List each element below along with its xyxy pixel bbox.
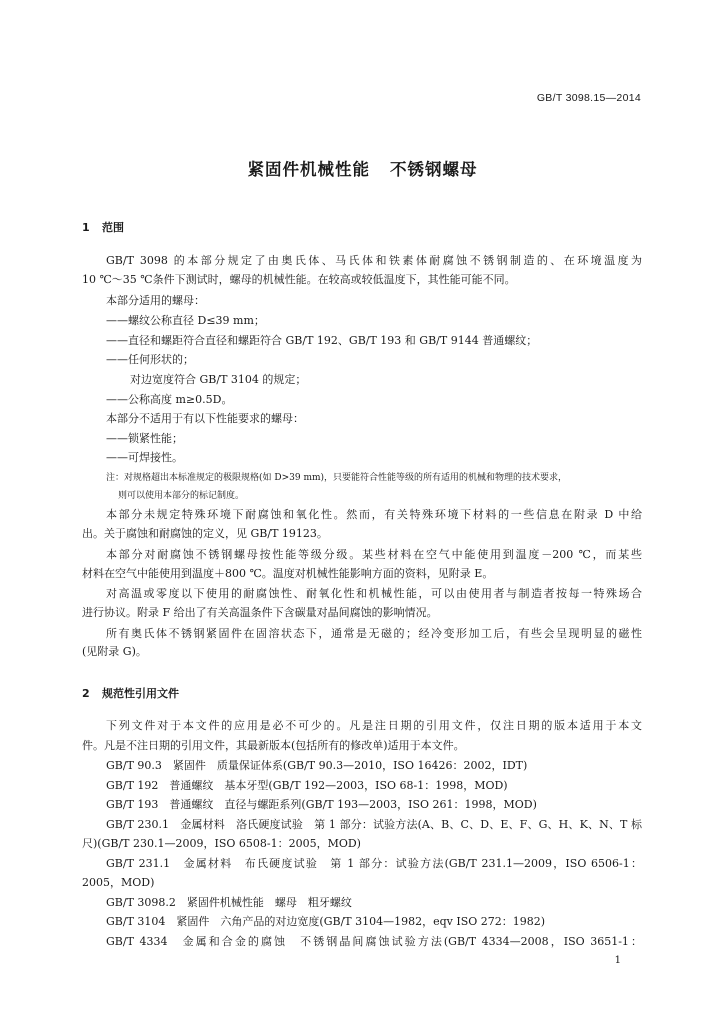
reference-item: GB/T 3104 紧固件 六角产品的对边宽度(GB/T 3104—1982，eqv ISO 272：1982) (106, 915, 546, 928)
reference-item: GB/T 192 普通螺纹 基本牙型(GB/T 192—2003，ISO 68-1：1998，MOD) (106, 779, 508, 792)
list-item: ——直径和螺距符合直径和螺距符合 GB/T 192、GB/T 193 和 GB/T 9144 普通螺纹； (106, 334, 538, 347)
note-line: 则可以使用本部分的标记制度。 (118, 491, 245, 501)
paragraph-line: 本部分适用的螺母： (106, 294, 205, 307)
paragraph-line: 出。关于腐蚀和耐腐蚀的定义，见 GB/T 19123。 (82, 527, 328, 540)
document-title (0, 156, 725, 180)
section-heading-normative-references (82, 685, 179, 701)
section-heading-scope (82, 219, 124, 235)
section-title: 范围 (102, 221, 124, 234)
paragraph-line: 件。凡是不注日期的引用文件，其最新版本(包括所有的修改单)适用于本文件。 (82, 739, 465, 752)
page-number: 1 (614, 955, 621, 966)
reference-item: GB/T 4334 金属和合金的腐蚀 不锈钢晶间腐蚀试验方法(GB/T 4334—2008，ISO 3651-1： (106, 935, 642, 948)
reference-item-continued: 尺)(GB/T 230.1—2009，ISO 6508-1：2005，MOD) (82, 837, 361, 850)
title-part1: 紧固件机械性能 (247, 160, 370, 179)
paragraph-line: 10 ℃～35 ℃条件下测试时，螺母的机械性能。在较高或较低温度下，其性能可能不同。 (82, 273, 516, 286)
paragraph-line: GB/T 3098 的本部分规定了由奥氏体、马氏体和铁素体耐腐蚀不锈钢制造的、在环境温度为 (106, 254, 642, 267)
reference-item: GB/T 193 普通螺纹 直径与螺距系列(GB/T 193—2003，ISO 261：1998，MOD) (106, 798, 537, 811)
reference-item: GB/T 3098.2 紧固件机械性能 螺母 粗牙螺纹 (106, 896, 352, 909)
paragraph-line: 下列文件对于本文件的应用是必不可少的。凡是注日期的引用文件，仅注日期的版本适用于本文 (106, 719, 642, 732)
title-part2: 不锈钢螺母 (390, 160, 478, 179)
section-title: 规范性引用文件 (102, 687, 179, 700)
paragraph-line: 对高温或零度以下使用的耐腐蚀性、耐氧化性和机械性能，可以由使用者与制造者按每一特殊场合 (106, 587, 642, 600)
list-item: ——锁紧性能； (106, 432, 183, 445)
reference-item: GB/T 231.1 金属材料 布氏硬度试验 第 1 部分：试验方法(GB/T 231.1—2009，ISO 6506-1： (106, 857, 642, 870)
reference-item: GB/T 90.3 紧固件 质量保证体系(GB/T 90.3—2010，ISO 16426：2002，IDT) (106, 759, 528, 772)
list-item: ——任何形状的； (106, 353, 194, 366)
paragraph-line: 材料在空气中能使用到温度＋800 ℃。温度对机械性能影响方面的资料，见附录 E。 (82, 567, 494, 580)
list-item: ——螺纹公称直径 D≤39 mm； (106, 314, 265, 327)
standard-code: GB/T 3098.15—2014 (536, 92, 641, 104)
reference-item: GB/T 230.1 金属材料 洛氏硬度试验 第 1 部分：试验方法(A、B、C、D、E、F、G、H、K、N、T 标 (106, 818, 642, 831)
section-number: 1 (82, 221, 90, 234)
paragraph-line: 本部分不适用于有以下性能要求的螺母： (106, 412, 304, 425)
paragraph-line: 本部分未规定特殊环境下耐腐蚀和氧化性。然而，有关特殊环境下材料的一些信息在附录 D 中给 (106, 508, 642, 521)
list-item: ——可焊接性。 (106, 451, 183, 464)
section-number: 2 (82, 687, 90, 700)
reference-item-continued: 2005，MOD) (82, 876, 155, 889)
note-line: 注：对规格超出本标准规定的极限规格(如 D>39 mm)，只要能符合性能等级的所有适用的机械和物理的技术要求， (106, 473, 568, 483)
paragraph-line: 进行协议。附录 F 给出了有关高温条件下含碳量对晶间腐蚀的影响情况。 (82, 606, 438, 619)
paragraph-line: (见附录 G)。 (82, 645, 147, 658)
paragraph-line: 本部分对耐腐蚀不锈钢螺母按性能等级分级。某些材料在空气中能使用到温度－200 ℃，而某些 (106, 548, 642, 561)
list-item: 对边宽度符合 GB/T 3104 的规定； (130, 373, 307, 386)
paragraph-line: 所有奥氏体不锈钢紧固件在固溶状态下，通常是无磁的；经冷变形加工后，有些会呈现明显的磁性 (106, 627, 642, 640)
list-item: ——公称高度 m≥0.5D。 (106, 393, 233, 406)
